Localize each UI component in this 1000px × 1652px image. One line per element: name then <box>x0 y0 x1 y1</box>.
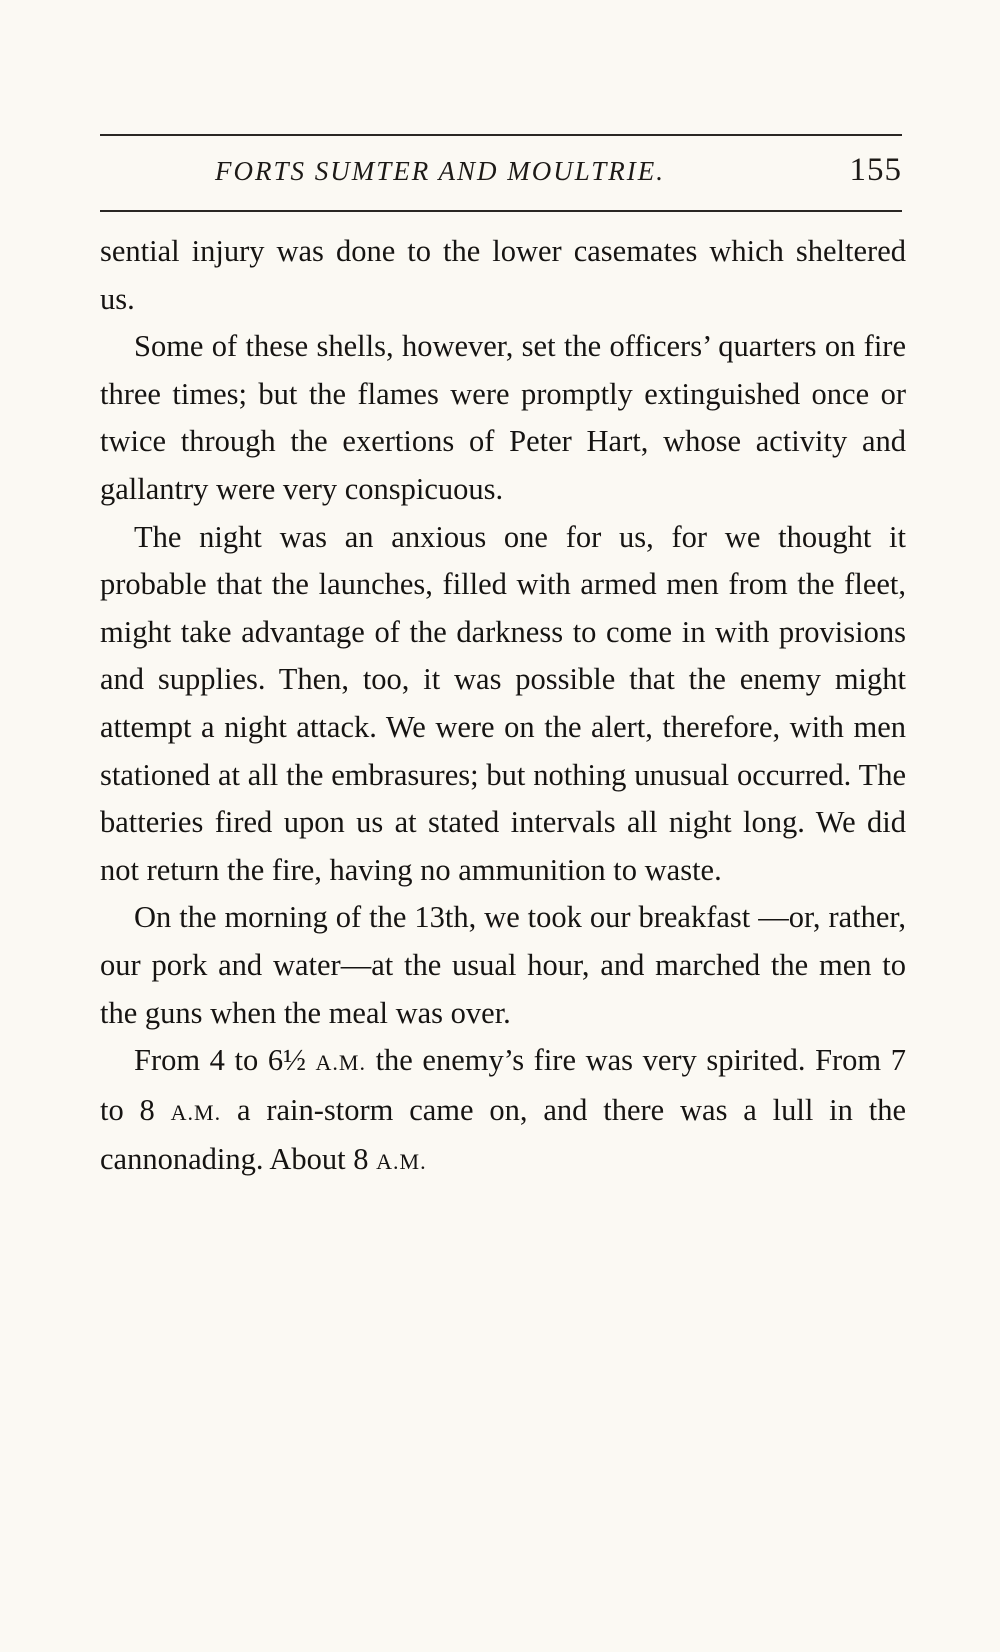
paragraph-5-part-2: the enemy’s fire was very spirited. From 7 to 8 <box>100 1043 906 1127</box>
paragraph-3: The night was an anxious one for us, for we thought it probable that the launches, filled with armed men from the fleet, might take advantage of the darkness to come in with provisions and supplies. Then, too, it was possible that the enemy might attempt a night attack. We were on the alert, therefore, with men stationed at all the embrasures; but nothing unusual occurred. The batteries fired upon us at stated intervals all night long. We did not return the fire, having no ammunition to waste. <box>100 519 906 887</box>
am-abbrev: A.M. <box>170 1099 222 1125</box>
paragraph-5-part-1: From 4 to 6½ <box>134 1043 316 1078</box>
page-number: 155 <box>849 152 902 188</box>
header-rule-bottom <box>100 210 902 212</box>
running-head <box>100 148 902 194</box>
paragraph-4: On the morning of the 13th, we took our breakfast —or, rather, our pork and water—at the usual hour, and marched the men to the guns when the meal was over. <box>100 900 906 1030</box>
paragraph-5-part-3: a rain-storm came on, and there was a lull in the cannonading. About 8 <box>100 1092 906 1177</box>
paragraph-1: sential injury was done to the lower casemates which sheltered us. <box>100 234 906 316</box>
am-abbrev: A.M. <box>315 1050 366 1076</box>
paragraph-5 <box>100 1037 906 1186</box>
header-rule-top <box>100 134 902 136</box>
paragraph-2: Some of these shells, however, set the officers’ quarters on fire three times; but the flames were promptly extinguished once or twice through the exertions of Peter Hart, whose activity and gallantry were very conspicuous. <box>100 329 906 506</box>
am-abbrev: A.M. <box>376 1149 427 1175</box>
running-title: FORTS SUMTER AND MOULTRIE. <box>215 156 665 186</box>
body-text <box>100 228 906 1186</box>
